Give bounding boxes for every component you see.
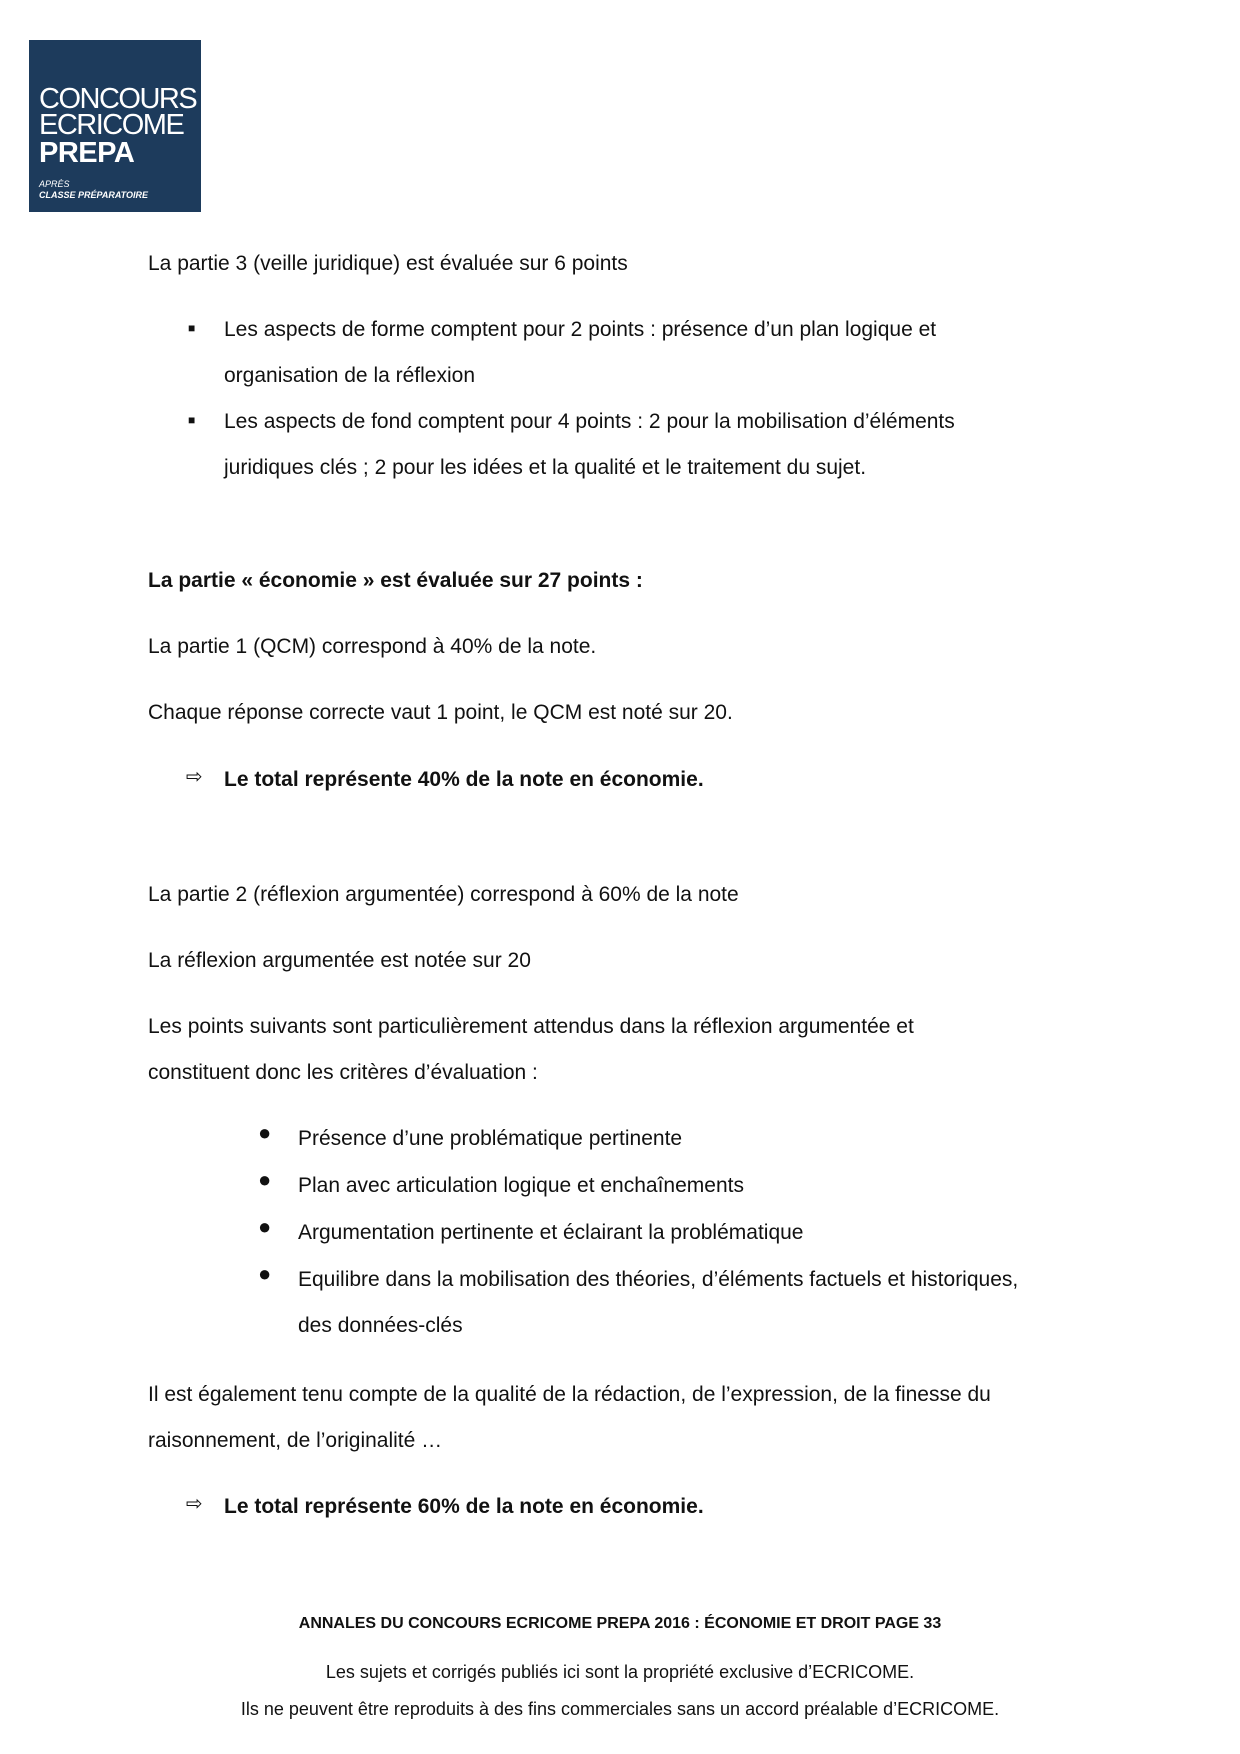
round-bullet-icon: ● xyxy=(258,1167,272,1192)
logo-line-apres: APRÈS xyxy=(39,179,70,189)
round-bullet-icon: ● xyxy=(258,1120,272,1145)
qcm-bareme: Chaque réponse correcte vaut 1 point, le QCM est noté sur 20. xyxy=(148,701,733,724)
bullet-fond-line1: Les aspects de fond comptent pour 4 points : 2 pour la mobilisation d’éléments xyxy=(224,410,955,433)
arrow-right-icon: ⇨ xyxy=(186,1493,203,1515)
criteres-intro-line2: constituent donc les critères d’évaluation : xyxy=(148,1061,538,1084)
bullet-forme-line1: Les aspects de forme comptent pour 2 points : présence d’un plan logique et xyxy=(224,318,937,341)
critere-problematique: Présence d’une problématique pertinente xyxy=(298,1127,683,1150)
total-40-conclusion: Le total représente 40% de la note en économie. xyxy=(224,768,704,791)
partie3-intro: La partie 3 (veille juridique) est évaluée sur 6 points xyxy=(148,252,628,275)
round-bullet-icon: ● xyxy=(258,1214,272,1239)
footer-copyright-line2: Ils ne peuvent être reproduits à des fins commerciales sans un accord préalable d’ECRICOME. xyxy=(240,1699,1000,1719)
economie-heading: La partie « économie » est évaluée sur 27 points : xyxy=(148,569,643,592)
arrow-right-icon: ⇨ xyxy=(186,766,203,788)
partie1-qcm: La partie 1 (QCM) correspond à 40% de la note. xyxy=(148,635,597,658)
reflexion-bareme: La réflexion argumentée est notée sur 20 xyxy=(148,949,531,972)
logo-line-prepa: PREPA xyxy=(39,137,135,169)
critere-plan: Plan avec articulation logique et enchaînements xyxy=(298,1174,744,1197)
footer-title: ANNALES DU CONCOURS ECRICOME PREPA 2016 : ÉCONOMIE ET DROIT PAGE 33 xyxy=(298,1615,942,1632)
qualite-redaction-line1: Il est également tenu compte de la qualité de la rédaction, de l’expression, de la finesse du xyxy=(148,1383,991,1406)
round-bullet-icon: ● xyxy=(258,1261,272,1286)
ecricome-logo xyxy=(29,40,201,212)
bullet-fond-line2: juridiques clés ; 2 pour les idées et la qualité et le traitement du sujet. xyxy=(224,456,867,479)
logo-line-concours: CONCOURS xyxy=(39,83,197,115)
partie2-reflexion: La partie 2 (réflexion argumentée) correspond à 60% de la note xyxy=(148,883,739,906)
critere-argumentation: Argumentation pertinente et éclairant la problématique xyxy=(298,1221,804,1244)
qualite-redaction-line2: raisonnement, de l’originalité … xyxy=(148,1429,443,1452)
square-bullet-icon: ■ xyxy=(188,413,196,427)
logo-line-ecricome: ECRICOME xyxy=(39,109,184,141)
criteres-intro-line1: Les points suivants sont particulièrement attendus dans la réflexion argumentée et xyxy=(148,1015,914,1038)
footer-copyright-line1: Les sujets et corrigés publiés ici sont la propriété exclusive d’ECRICOME. xyxy=(325,1662,915,1682)
square-bullet-icon: ■ xyxy=(188,321,196,335)
bullet-forme-line2: organisation de la réflexion xyxy=(224,364,475,387)
logo-line-classe-preparatoire: CLASSE PRÉPARATOIRE xyxy=(39,190,149,200)
critere-equilibre-line1: Equilibre dans la mobilisation des théories, d’éléments factuels et historiques, xyxy=(298,1268,1019,1291)
total-60-conclusion: Le total représente 60% de la note en économie. xyxy=(224,1495,704,1518)
critere-equilibre-line2: des données-clés xyxy=(298,1314,463,1337)
